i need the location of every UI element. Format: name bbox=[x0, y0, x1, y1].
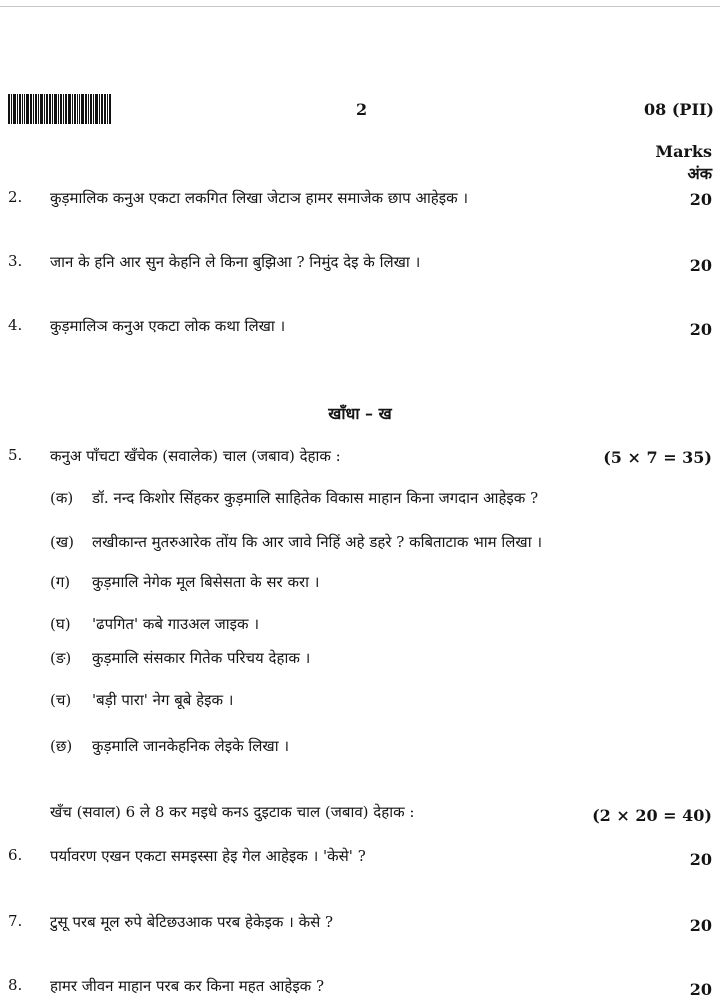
question-number: 4. bbox=[8, 316, 23, 334]
section-title: खाँधा – ख bbox=[328, 404, 392, 423]
question-number: 5. bbox=[8, 446, 23, 464]
sub-question-text: 'बड़ी पारा' नेग बूबे हेइक । bbox=[92, 691, 234, 709]
question-number: 6. bbox=[8, 846, 23, 864]
question-marks: 20 bbox=[689, 256, 712, 275]
question-text: हामर जीवन माहान परब कर किना महत आहेइक ? bbox=[50, 977, 325, 995]
question-marks: 20 bbox=[689, 980, 712, 999]
sub-question-text: लखीकान्त मुतरुआरेक तोंय कि आर जावे निहिं अहे डहरे ? कबिताटाक भाम लिखा । bbox=[92, 533, 543, 551]
sub-question-text: कुड़मालि जानकेहनिक लेइके लिखा । bbox=[92, 737, 290, 755]
top-rule bbox=[0, 6, 720, 7]
sub-question-label: (क) bbox=[50, 489, 74, 507]
question-number: 3. bbox=[8, 252, 23, 270]
instruction-marks: (2 × 20 = 40) bbox=[592, 806, 712, 825]
question-marks: (5 × 7 = 35) bbox=[603, 448, 712, 467]
instruction-text: खँच (सवाल) 6 ले 8 कर मइधे कनऽ दुइटाक चाल (जबाव) देहाक : bbox=[50, 803, 415, 821]
sub-question-label: (च) bbox=[50, 691, 72, 709]
marks-heading-english: Marks bbox=[655, 142, 712, 161]
question-text: जान के हनि आर सुन केहनि ले किना बुझिआ ? निमुंद देइ के लिखा । bbox=[50, 253, 421, 271]
question-number: 8. bbox=[8, 976, 23, 994]
barcode-image bbox=[8, 94, 112, 124]
question-text: पर्यावरण एखन एकटा समइस्सा हेइ गेल आहेइक । 'केसे' ? bbox=[50, 847, 366, 865]
page-number: 2 bbox=[356, 100, 368, 119]
paper-code: 08 (PII) bbox=[644, 100, 714, 119]
marks-heading-hindi: अंक bbox=[687, 164, 712, 183]
sub-question-text: कुड़मालि संसकार गितेक परिचय देहाक । bbox=[92, 649, 311, 667]
question-text: कनुअ पाँचटा खँचेक (सवालेक) चाल (जबाव) देहाक : bbox=[50, 447, 341, 465]
sub-question-label: (घ) bbox=[50, 615, 71, 633]
sub-question-label: (ख) bbox=[50, 533, 74, 551]
question-marks: 20 bbox=[689, 850, 712, 869]
question-number: 2. bbox=[8, 188, 23, 206]
sub-question-label: (छ) bbox=[50, 737, 73, 755]
question-text: टुसू परब मूल रुपे बेटिछउआक परब हेकेइक । केसे ? bbox=[50, 913, 334, 931]
question-number: 7. bbox=[8, 912, 23, 930]
sub-question-text: कुड़मालि नेगेक मूल बिसेसता के सर करा । bbox=[92, 573, 320, 591]
question-marks: 20 bbox=[689, 190, 712, 209]
question-text: कुड़मालिक कनुअ एकटा लकगित लिखा जेटाञ हामर समाजेक छाप आहेइक । bbox=[50, 189, 469, 207]
sub-question-text: 'ढपगित' कबे गाउअल जाइक । bbox=[92, 615, 260, 633]
sub-question-text: डॉ. नन्द किशोर सिंहकर कुड़मालि साहितेक विकास माहान किना जगदान आहेइक ? bbox=[92, 489, 539, 507]
question-text: कुड़मालिञ कनुअ एकटा लोक कथा लिखा । bbox=[50, 317, 286, 335]
question-marks: 20 bbox=[689, 320, 712, 339]
sub-question-label: (ङ) bbox=[50, 649, 72, 667]
question-marks: 20 bbox=[689, 916, 712, 935]
sub-question-label: (ग) bbox=[50, 573, 71, 591]
